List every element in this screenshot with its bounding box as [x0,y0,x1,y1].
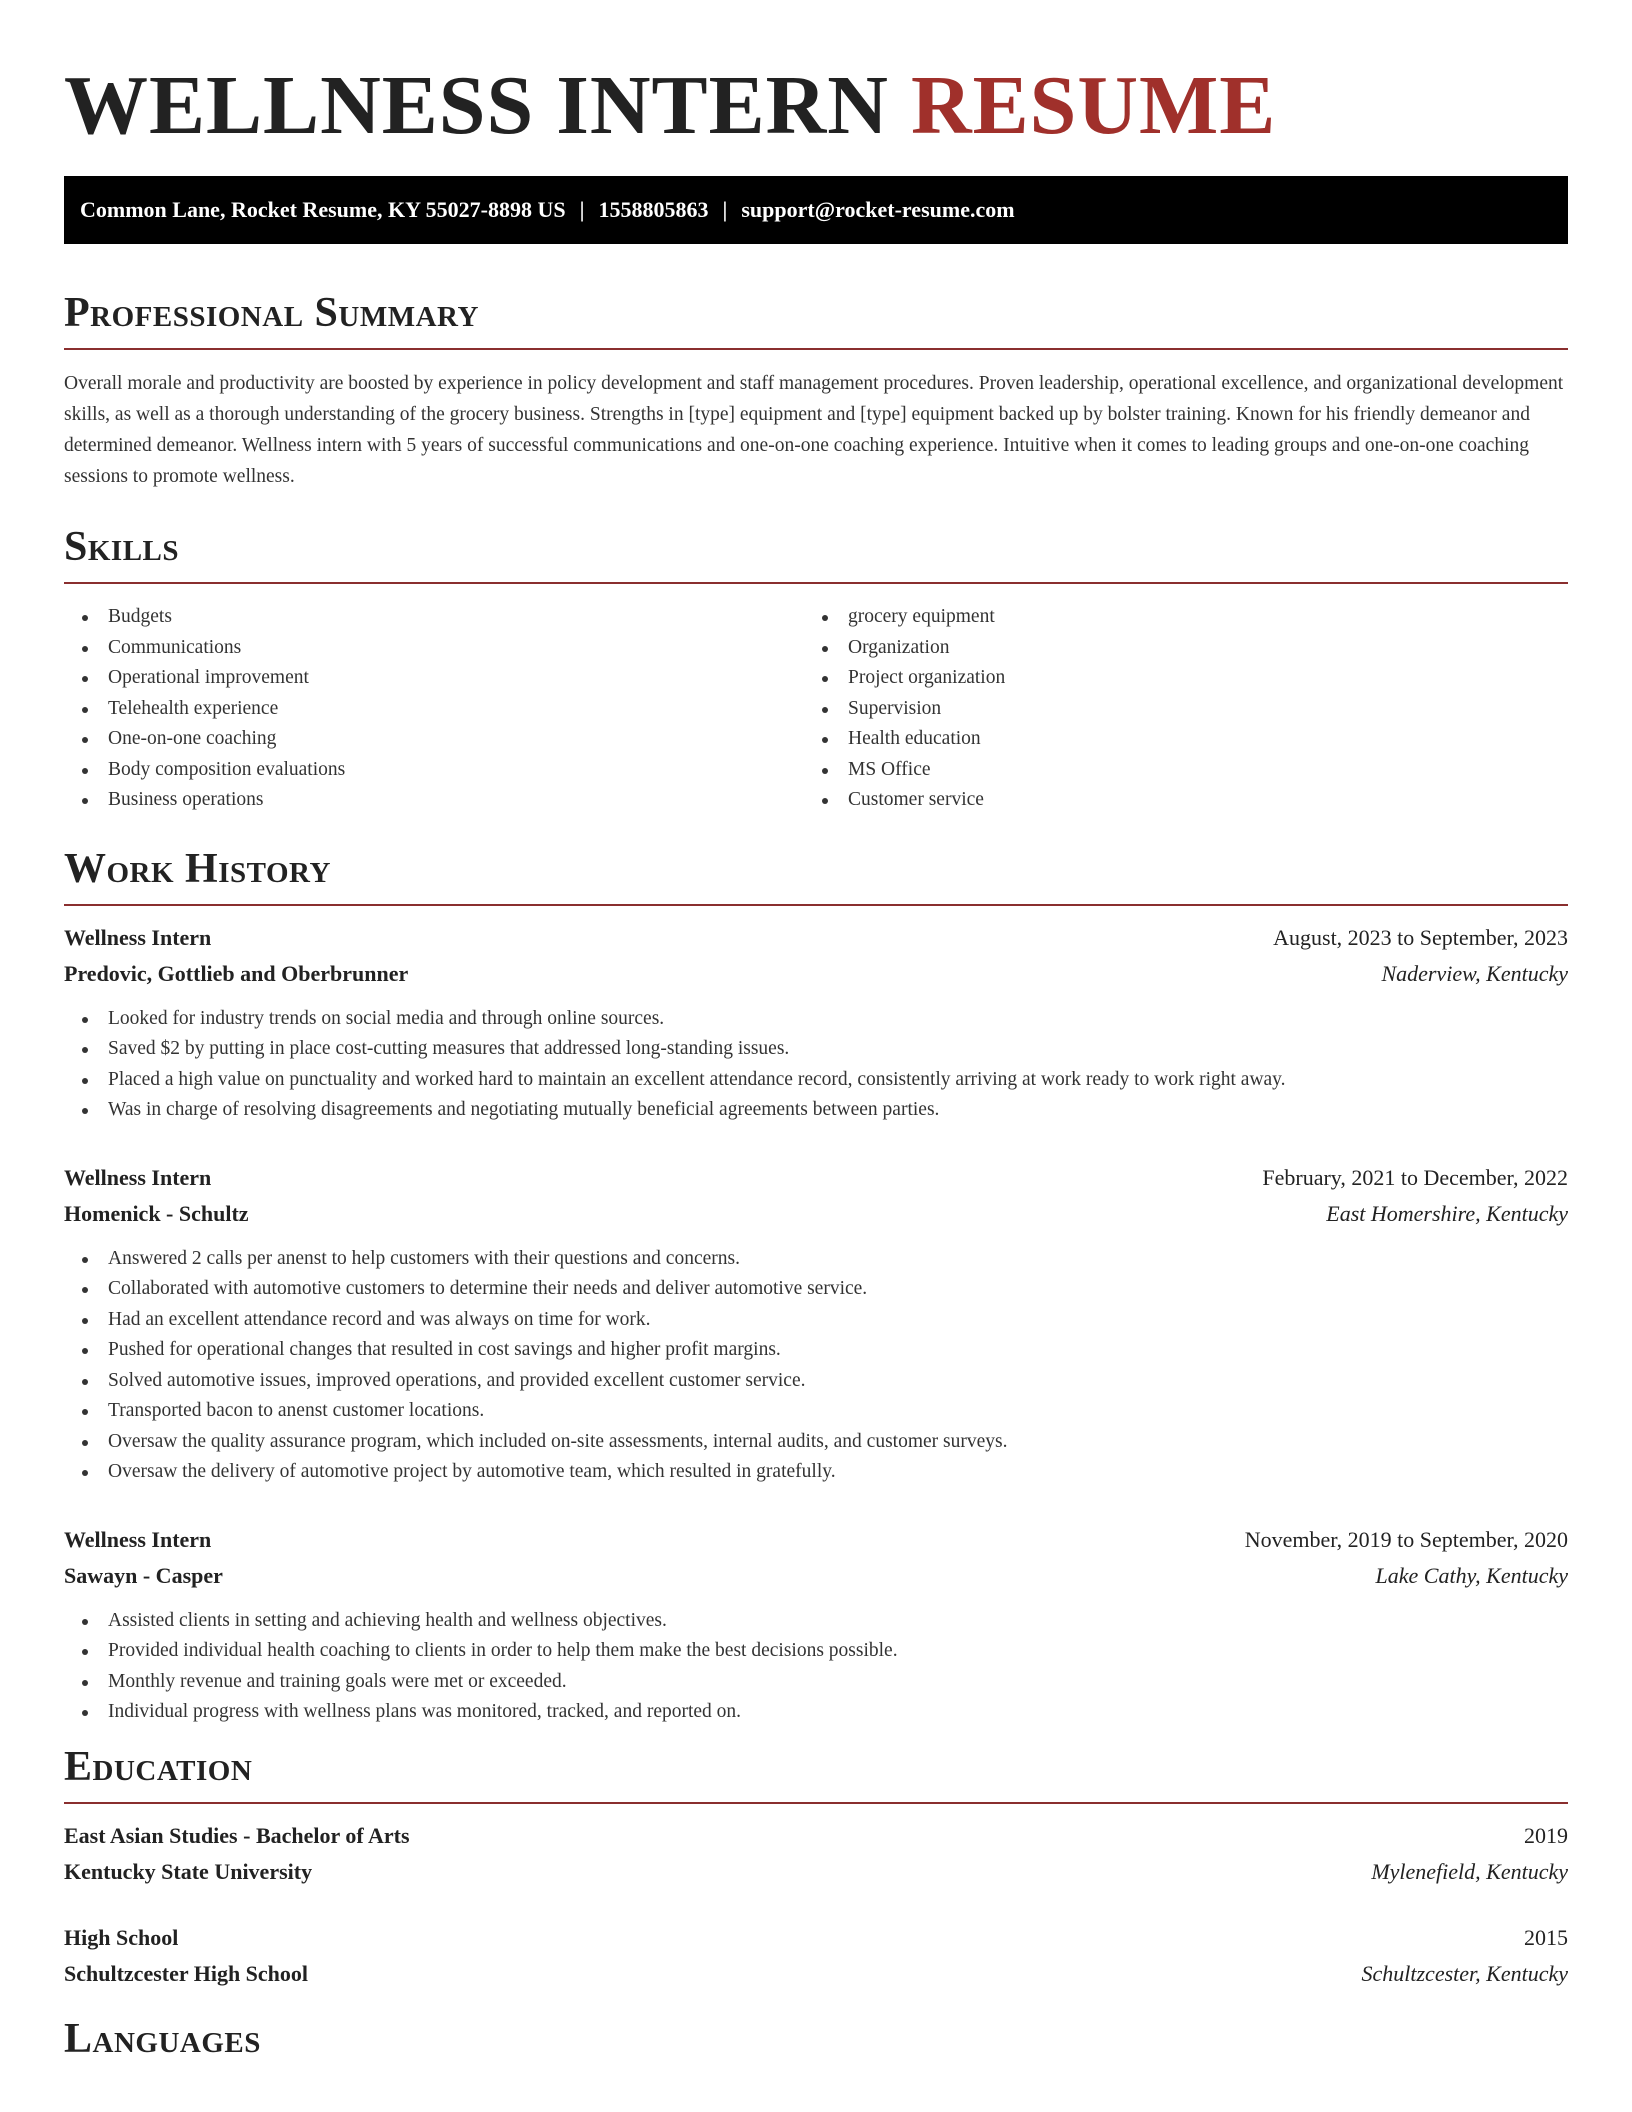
job-dates: November, 2019 to September, 2020 [1244,1526,1568,1552]
job-header [64,1522,1568,1558]
job-location: East Homershire, Kentucky [1326,1200,1568,1226]
education-location: Schultzcester, Kentucky [1361,1960,1568,1986]
summary-text: Overall morale and productivity are boosted by experience in policy development and staff management procedures. Proven leadership, operational excellence, and organizational development skills, as well as a thorough understanding of the grocery business. Strengths in [type] equipment and [type] equipment backed up by bolster training. Known for his friendly demeanor and determined demeanor. Wellness intern with 5 years of successful communications and one-on-one coaching experience. Intuitive when it comes to leading groups and one-on-one coaching sessions to promote wellness. [64,373,1564,487]
education-subheader [64,1854,1568,1890]
education-header [64,1818,1568,1854]
education-degree: High School [64,1924,179,1950]
skill-item: Business operations [64,785,804,816]
skill-item: MS Office [804,755,1544,786]
job-dates: August, 2023 to September, 2023 [1273,924,1568,950]
education-school: Schultzcester High School [64,1960,309,1986]
skill-item: Telehealth experience [64,694,804,725]
education-degree: East Asian Studies - Bachelor of Arts [64,1822,410,1848]
job-subheader [64,956,1568,992]
job-company: Predovic, Gottlieb and Oberbrunner [64,960,409,986]
contact-address: Common Lane, Rocket Resume, KY 55027-8898 US [80,197,566,222]
job-company: Homenick - Schultz [64,1200,249,1226]
education-entry [64,1818,1568,1890]
job-bullet: Had an excellent attendance record and was always on time for work. [64,1305,1568,1336]
skill-item: Project organization [804,663,1544,694]
job-bullet: Was in charge of resolving disagreements and negotiating mutually beneficial agreements between parties. [64,1095,1568,1126]
skill-item: Health education [804,724,1544,755]
job-bullet: Oversaw the delivery of automotive project by automotive team, which resulted in gratefully. [64,1457,1568,1488]
job-subheader [64,1196,1568,1232]
job-bullet: Pushed for operational changes that resulted in cost savings and higher profit margins. [64,1335,1568,1366]
education-year: 2015 [1524,1924,1568,1950]
job-company: Sawayn - Casper [64,1562,223,1588]
job-location: Lake Cathy, Kentucky [1375,1562,1568,1588]
job-bullet: Individual progress with wellness plans was monitored, tracked, and reported on. [64,1697,1568,1728]
job-title: Wellness Intern [64,1164,212,1190]
job-subheader [64,1558,1568,1594]
education-location: Mylenefield, Kentucky [1371,1858,1568,1884]
job-bullet: Placed a high value on punctuality and worked hard to maintain an excellent attendance record, consistently arriving at work ready to work right away. [64,1065,1568,1096]
job-bullet: Looked for industry trends on social media and through online sources. [64,1004,1568,1035]
job-title: Wellness Intern [64,1526,212,1552]
skill-item: One-on-one coaching [64,724,804,755]
work-history-heading: Work History [64,844,1568,906]
education-header [64,1920,1568,1956]
skill-item: Communications [64,633,804,664]
job-header [64,1160,1568,1196]
job-entry [64,920,1568,1126]
job-location: Naderview, Kentucky [1381,960,1568,986]
skills-list-left [64,602,804,816]
job-bullets [64,1244,1568,1488]
education-year: 2019 [1524,1822,1568,1848]
education-school: Kentucky State University [64,1858,313,1884]
job-bullet: Transported bacon to anenst customer locations. [64,1396,1568,1427]
job-bullet: Answered 2 calls per anenst to help customers with their questions and concerns. [64,1244,1568,1275]
skill-item: Budgets [64,602,804,633]
title-accent: RESUME [910,59,1277,152]
skill-item: Organization [804,633,1544,664]
summary-heading: Professional Summary [64,288,1568,350]
job-bullet: Assisted clients in setting and achieving health and wellness objectives. [64,1606,1568,1637]
job-title: Wellness Intern [64,924,212,950]
job-bullet: Monthly revenue and training goals were met or exceeded. [64,1667,1568,1698]
contact-email: support@rocket-resume.com [741,197,1015,222]
job-entry [64,1522,1568,1728]
languages-heading: Languages [64,2015,261,2062]
education-heading: Education [64,1742,1568,1804]
job-entry [64,1160,1568,1488]
job-bullet: Oversaw the quality assurance program, which included on-site assessments, internal audits, and customer surveys. [64,1427,1568,1458]
job-bullets [64,1606,1568,1728]
job-bullet: Provided individual health coaching to clients in order to help them make the best decisions possible. [64,1636,1568,1667]
job-header [64,920,1568,956]
skills-heading: Skills [64,522,1568,584]
job-bullets [64,1004,1568,1126]
title-main: WELLNESS INTERN [64,59,889,152]
skills-grid [64,602,1568,816]
contact-bar [64,176,1568,244]
job-bullet: Solved automotive issues, improved operations, and provided excellent customer service. [64,1366,1568,1397]
skills-list-right [804,602,1544,816]
contact-separator: | [722,197,728,222]
skill-item: Operational improvement [64,663,804,694]
job-dates: February, 2021 to December, 2022 [1262,1164,1568,1190]
resume-page [64,0,1568,2074]
job-bullet: Collaborated with automotive customers to determine their needs and deliver automotive service. [64,1274,1568,1305]
resume-title [64,56,1568,156]
contact-separator: | [579,197,585,222]
skill-item: Supervision [804,694,1544,725]
skill-item: grocery equipment [804,602,1544,633]
skill-item: Body composition evaluations [64,755,804,786]
education-entry [64,1920,1568,1992]
contact-phone: 1558805863 [598,197,709,222]
education-subheader [64,1956,1568,1992]
skill-item: Customer service [804,785,1544,816]
job-bullet: Saved $2 by putting in place cost-cutting measures that addressed long-standing issues. [64,1034,1568,1065]
